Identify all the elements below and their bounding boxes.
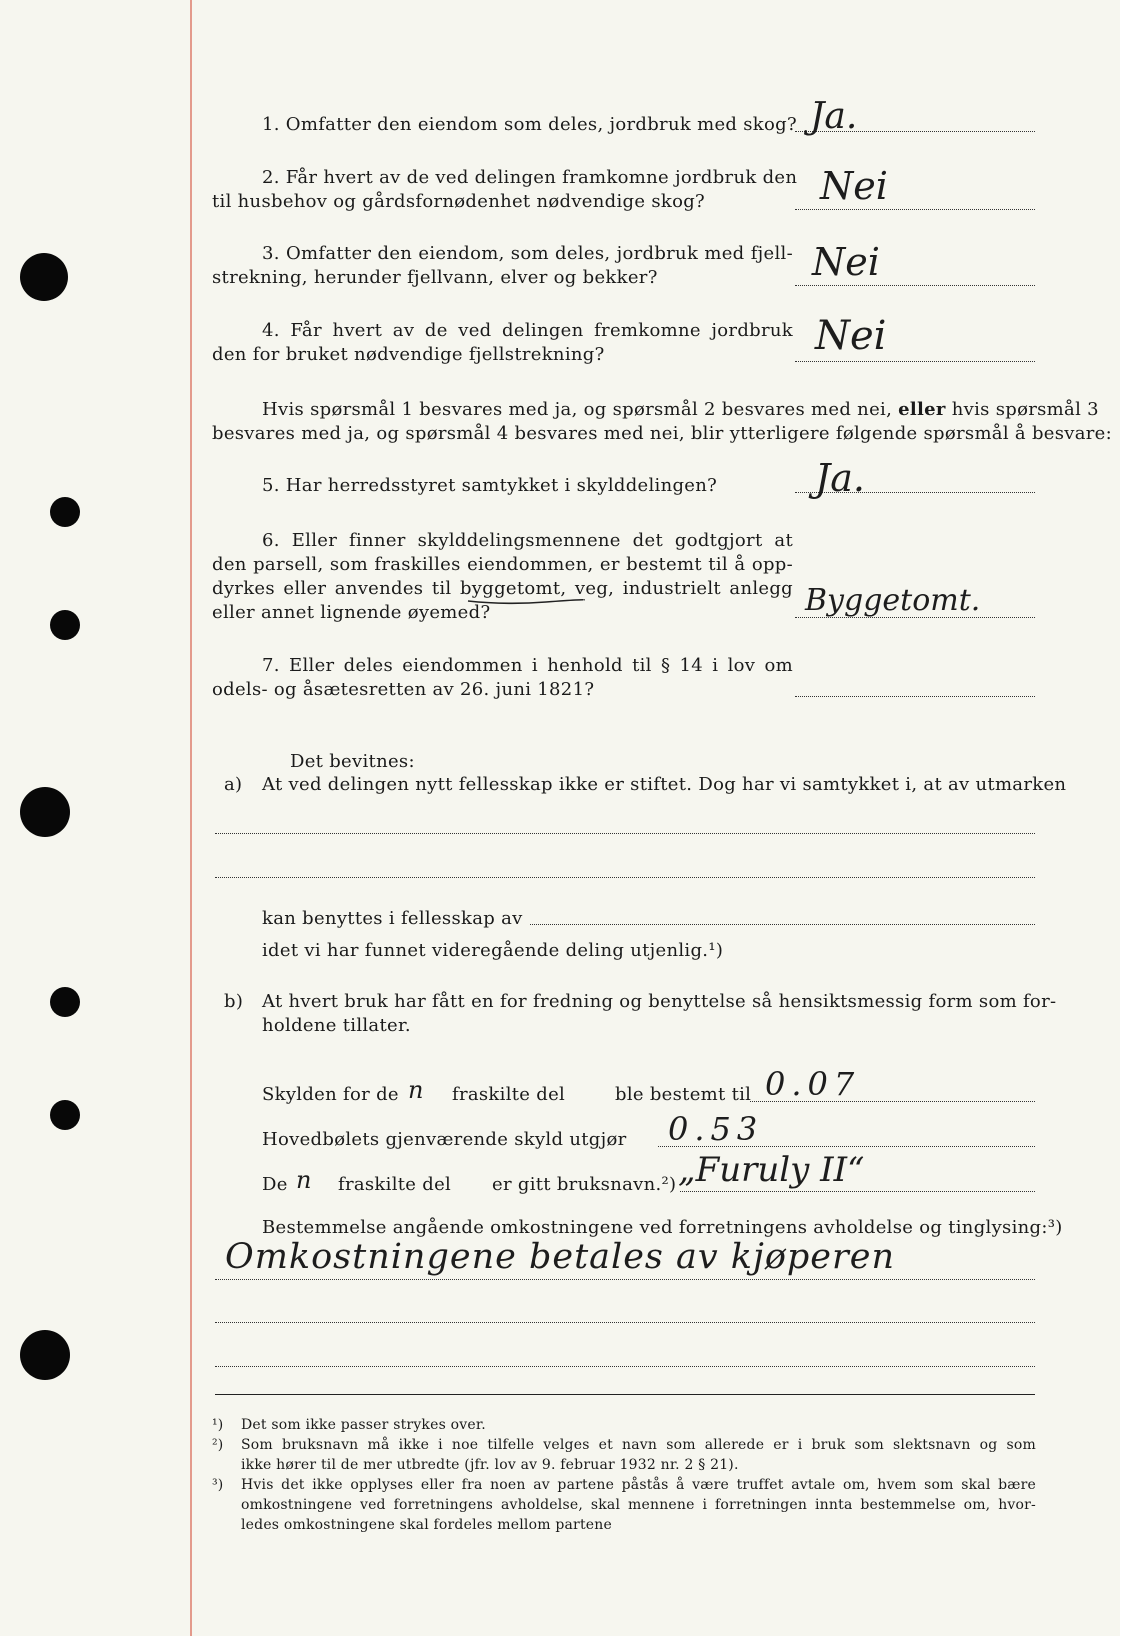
blank-line: [530, 924, 1035, 925]
answer-1: Ja.: [810, 96, 858, 137]
further-line: idet vi har funnet videregående deling utjenlig.¹): [262, 940, 724, 961]
name-line: [680, 1191, 1035, 1192]
answer-5: Ja.: [815, 456, 865, 500]
skyld-label-b: fraskilte del: [452, 1084, 566, 1105]
binder-hole: [20, 787, 70, 837]
question-6-line-2: den parsell, som fraskilles eiendommen, er bestemt til å opp-: [212, 554, 793, 575]
question-5: 5. Har herredsstyret samtykket i skylddelingen?: [262, 475, 718, 496]
blank-line: [215, 1322, 1035, 1323]
question-1: 1. Omfatter den eiendom som deles, jordbruk med skog?: [262, 114, 797, 135]
question-4-line-1: 4. Får hvert av de ved delingen fremkomne jordbruk: [262, 320, 793, 341]
question-2-line-1: 2. Får hvert av de ved delingen framkomne jordbruk den: [262, 167, 798, 188]
blank-line: [215, 833, 1035, 834]
attest-heading: Det bevitnes:: [290, 751, 415, 772]
binder-hole: [20, 1330, 70, 1380]
answer-4: Nei: [815, 313, 887, 359]
skyld-label-c: ble bestemt til: [615, 1084, 752, 1105]
footnote-3-line-1: Hvis det ikke opplyses eller fra noen av partene påstås å være truffet avtale om, hvem som skal bære: [241, 1477, 1036, 1493]
answer-2: Nei: [820, 164, 888, 208]
question-6-line-3: dyrkes eller anvendes til byggetomt, veg, industrielt anlegg: [212, 578, 793, 599]
cost-line: [215, 1279, 1035, 1280]
question-7-line-1: 7. Eller deles eiendommen i henhold til § 14 i lov om: [262, 655, 793, 676]
name-handwritten: n: [296, 1166, 312, 1194]
conditional-line-1: Hvis spørsmål 1 besvares med ja, og spørsmål 2 besvares med nei, eller hvis spørsmål 3: [262, 399, 1099, 420]
binder-hole: [50, 610, 80, 640]
footnote-3-line-2: omkostningene ved forretningens avholdelse, skal mennene i forretningen innta bestemmelse om, hvor-: [241, 1497, 1036, 1513]
question-6-line-1: 6. Eller finner skylddelingsmennene det godtgjort at: [262, 530, 793, 551]
name-label-c: er gitt bruksnavn.²): [492, 1174, 677, 1195]
shared-line: kan benyttes i fellesskap av: [262, 908, 523, 929]
name-label-b: fraskilte del: [338, 1174, 452, 1195]
binder-hole: [50, 987, 80, 1017]
attest-b-line-2: holdene tillater.: [262, 1015, 411, 1036]
question-3-line-2: strekning, herunder fjellvann, elver og bekker?: [212, 267, 658, 288]
binder-hole: [20, 253, 68, 301]
answer-6: Byggetomt.: [805, 583, 981, 618]
attest-a-label: a): [224, 774, 243, 795]
footnote-separator: [215, 1394, 1035, 1395]
question-4-line-2: den for bruket nødvendige fjellstrekning?: [212, 344, 605, 365]
underline-mark: [466, 597, 586, 609]
answer-3: Nei: [812, 240, 880, 284]
skyld-value: 0.07: [765, 1065, 861, 1103]
footnote-2-line-1: Som bruksnavn må ikke i noe tilfelle velges et navn som allerede er i bruk som slektsnavn og som: [241, 1437, 1036, 1453]
skyld-handwritten: n: [408, 1076, 424, 1104]
question-2-line-2: til husbehov og gårdsfornødenhet nødvendige skog?: [212, 191, 705, 212]
footnote-2-mark: ²): [212, 1437, 224, 1453]
answer-line-2: [795, 209, 1035, 210]
conditional-line-2: besvares med ja, og spørsmål 4 besvares med nei, blir ytterligere følgende spørsmål å besvare:: [212, 423, 1113, 444]
name-label-a: De: [262, 1174, 288, 1195]
question-7-line-2: odels- og åsætesretten av 26. juni 1821?: [212, 679, 595, 700]
footnote-1-mark: ¹): [212, 1417, 224, 1433]
hoved-value: 0.53: [668, 1110, 764, 1148]
attest-a-text: At ved delingen nytt fellesskap ikke er stiftet. Dog har vi samtykket i, at av utmarken: [262, 774, 1067, 795]
blank-line: [215, 1366, 1035, 1367]
skyld-label-a: Skylden for de: [262, 1084, 399, 1105]
margin-line: [190, 0, 192, 1636]
blank-line: [215, 877, 1035, 878]
binder-hole: [50, 497, 80, 527]
answer-line-7: [795, 696, 1035, 697]
binder-hole: [50, 1100, 80, 1130]
footnote-1: Det som ikke passer strykes over.: [241, 1417, 486, 1433]
name-value: „Furuly II“: [678, 1150, 865, 1190]
answer-line-4: [795, 361, 1035, 362]
question-6-line-4: eller annet lignende øyemed?: [212, 602, 491, 623]
cost-label: Bestemmelse angående omkostningene ved forretningens avholdelse og tinglysing:³): [262, 1217, 1063, 1238]
footnote-3-mark: ³): [212, 1477, 224, 1493]
footnote-3-line-3: ledes omkostningene skal fordeles mellom partene: [241, 1517, 612, 1533]
question-3-line-1: 3. Omfatter den eiendom, som deles, jordbruk med fjell-: [262, 243, 793, 264]
cost-value: Omkostningene betales av kjøperen: [225, 1237, 896, 1277]
attest-b-line-1: At hvert bruk har fått en for fredning og benyttelse så hensiktsmessig form som for-: [262, 991, 1057, 1012]
footnote-2-line-2: ikke hører til de mer utbredte (jfr. lov av 9. februar 1932 nr. 2 § 21).: [241, 1457, 739, 1473]
attest-b-label: b): [224, 991, 244, 1012]
hoved-label: Hovedbølets gjenværende skyld utgjør: [262, 1129, 627, 1150]
answer-line-3: [795, 285, 1035, 286]
